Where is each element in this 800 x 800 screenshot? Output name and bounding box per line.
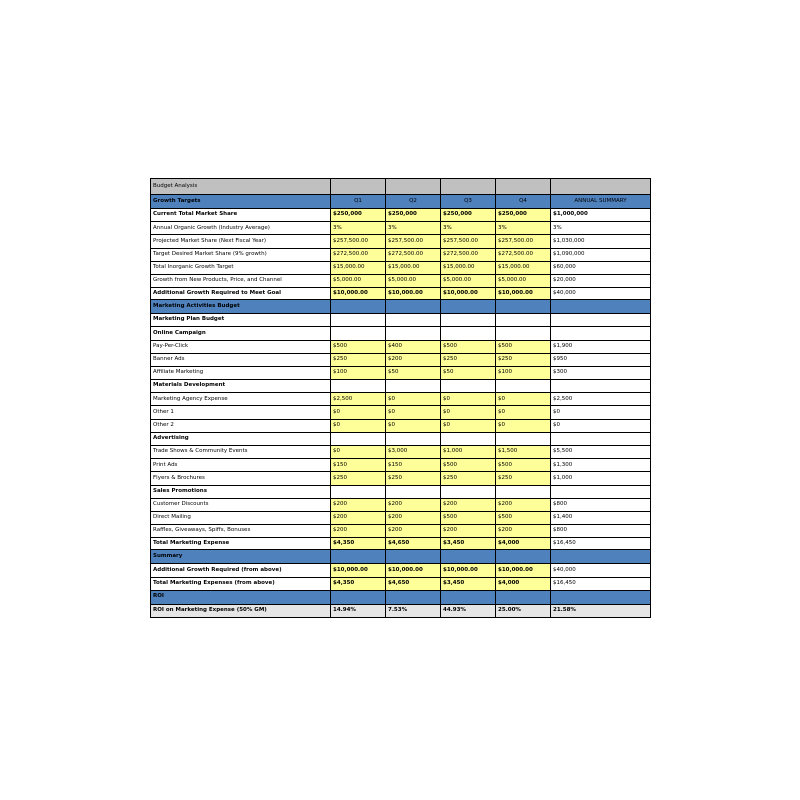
q1-cell[interactable]: $15,000.00 <box>331 261 386 274</box>
q3-cell[interactable]: $0 <box>441 406 496 419</box>
q3-cell[interactable]: $500 <box>441 340 496 353</box>
annual-summary-cell[interactable]: $950 <box>551 353 651 366</box>
q1-cell[interactable]: $10,000.00 <box>331 288 386 300</box>
q1-cell[interactable]: $500 <box>331 340 386 353</box>
annual-summary-cell[interactable]: $0 <box>551 406 651 419</box>
subheading-row <box>151 314 651 327</box>
q1-cell[interactable]: $100 <box>331 366 386 379</box>
q4-cell[interactable]: $10,000.00 <box>496 564 551 577</box>
annual-summary-cell[interactable]: $1,300 <box>551 459 651 472</box>
row-label[interactable]: Banner Ads <box>151 353 331 366</box>
q1-cell[interactable]: $0 <box>331 406 386 419</box>
annual-summary-cell[interactable]: $60,000 <box>551 261 651 274</box>
empty-cell[interactable] <box>331 432 386 445</box>
table-row <box>151 274 651 287</box>
growth-header-row <box>151 195 651 209</box>
q2-cell[interactable]: $272,500.00 <box>386 248 441 261</box>
q2-cell[interactable]: $10,000.00 <box>386 288 441 300</box>
empty-cell[interactable] <box>386 485 441 498</box>
q4-cell[interactable]: $100 <box>496 366 551 379</box>
table-row <box>151 498 651 511</box>
empty-cell[interactable] <box>496 327 551 340</box>
q3-cell[interactable]: $0 <box>441 419 496 432</box>
annual-summary-cell[interactable]: $16,450 <box>551 538 651 550</box>
title-row <box>151 179 651 195</box>
row-label[interactable]: Total Marketing Expense <box>151 538 331 550</box>
q4-cell[interactable]: $200 <box>496 525 551 538</box>
summary-header[interactable]: Summary <box>151 550 331 564</box>
row-label[interactable]: Target Desired Market Share (9% growth) <box>151 248 331 261</box>
q4-cell[interactable]: $10,000.00 <box>496 288 551 300</box>
q3-cell[interactable]: $3,450 <box>441 577 496 590</box>
table-row <box>151 525 651 538</box>
table-row <box>151 235 651 248</box>
table-row <box>151 340 651 353</box>
q3-cell[interactable]: $3,450 <box>441 538 496 550</box>
annual-summary-cell[interactable]: $0 <box>551 419 651 432</box>
q1-cell[interactable]: $150 <box>331 459 386 472</box>
q4-cell[interactable]: $200 <box>496 498 551 511</box>
table-row <box>151 248 651 261</box>
sheet-title[interactable]: Budget Analysis <box>151 179 331 195</box>
q2-cell[interactable]: 3% <box>386 222 441 235</box>
empty-cell[interactable] <box>551 327 651 340</box>
q2-cell[interactable]: $0 <box>386 406 441 419</box>
q3-cell[interactable]: $500 <box>441 511 496 524</box>
empty-cell[interactable] <box>441 432 496 445</box>
q3-cell[interactable]: $257,500.00 <box>441 235 496 248</box>
summary-header-row <box>151 550 651 564</box>
q2-cell[interactable]: $250 <box>386 472 441 485</box>
empty-cell[interactable] <box>441 485 496 498</box>
q1-cell[interactable]: $4,350 <box>331 577 386 590</box>
table-row <box>151 459 651 472</box>
q2-cell[interactable]: $10,000.00 <box>386 564 441 577</box>
q4-cell[interactable]: $5,000.00 <box>496 274 551 287</box>
q2-cell[interactable]: $400 <box>386 340 441 353</box>
q4-cell[interactable]: $1,500 <box>496 446 551 459</box>
annual-summary-cell[interactable]: $2,500 <box>551 393 651 406</box>
q4-cell[interactable]: $0 <box>496 406 551 419</box>
annual-summary-cell[interactable]: $1,900 <box>551 340 651 353</box>
row-label[interactable]: Total Marketing Expenses (from above) <box>151 577 331 590</box>
empty-cell[interactable] <box>441 314 496 327</box>
table-row <box>151 419 651 432</box>
q2-cell[interactable]: $200 <box>386 498 441 511</box>
q1-cell[interactable]: $0 <box>331 419 386 432</box>
table-row <box>151 406 651 419</box>
marketing-activities-header[interactable]: Marketing Activities Budget <box>151 300 331 314</box>
growth-targets-header[interactable]: Growth Targets <box>151 195 331 209</box>
col-header-annual[interactable]: ANNUAL SUMMARY <box>551 195 651 209</box>
row-label[interactable]: Flyers & Brochures <box>151 472 331 485</box>
q3-cell[interactable]: $250,000 <box>441 209 496 222</box>
row-label[interactable]: Raffles, Giveaways, Spiffs, Bonuses <box>151 525 331 538</box>
subheading-row <box>151 485 651 498</box>
q1-cell[interactable]: $5,000.00 <box>331 274 386 287</box>
q4-cell[interactable]: 25.00% <box>496 604 551 617</box>
table-row <box>151 288 651 300</box>
q1-cell[interactable]: $250 <box>331 353 386 366</box>
q4-cell[interactable]: $257,500.00 <box>496 235 551 248</box>
q3-cell[interactable]: $15,000.00 <box>441 261 496 274</box>
q3-cell[interactable]: $272,500.00 <box>441 248 496 261</box>
row-label[interactable]: Current Total Market Share <box>151 209 331 222</box>
annual-summary-cell[interactable]: 3% <box>551 222 651 235</box>
table-row <box>151 564 651 577</box>
q4-cell[interactable]: $15,000.00 <box>496 261 551 274</box>
row-label[interactable]: Marketing Agency Expense <box>151 393 331 406</box>
q4-cell[interactable]: $4,000 <box>496 577 551 590</box>
q3-cell[interactable]: $5,000.00 <box>441 274 496 287</box>
section-subheading[interactable]: Materials Development <box>151 380 331 393</box>
q1-cell[interactable]: $0 <box>331 446 386 459</box>
q3-cell[interactable]: $10,000.00 <box>441 564 496 577</box>
empty-cell[interactable] <box>331 314 386 327</box>
table-row <box>151 446 651 459</box>
q4-cell[interactable]: 3% <box>496 222 551 235</box>
empty-cell[interactable] <box>441 380 496 393</box>
row-label[interactable]: Additional Growth Required to Meet Goal <box>151 288 331 300</box>
section-subheading[interactable]: Advertising <box>151 432 331 445</box>
section-subheading[interactable]: Marketing Plan Budget <box>151 314 331 327</box>
annual-summary-cell[interactable]: 21.58% <box>551 604 651 617</box>
roi-header-row <box>151 590 651 604</box>
empty-cell[interactable] <box>331 327 386 340</box>
annual-summary-cell[interactable]: $800 <box>551 525 651 538</box>
q3-cell[interactable]: $200 <box>441 498 496 511</box>
row-label[interactable]: Customer Discounts <box>151 498 331 511</box>
table-row <box>151 604 651 617</box>
q2-cell[interactable]: $5,000.00 <box>386 274 441 287</box>
q2-cell[interactable]: $15,000.00 <box>386 261 441 274</box>
empty-cell[interactable] <box>551 314 651 327</box>
q1-cell[interactable]: 3% <box>331 222 386 235</box>
subheading-row <box>151 327 651 340</box>
q3-cell[interactable]: $500 <box>441 459 496 472</box>
empty-cell[interactable] <box>386 380 441 393</box>
q3-cell[interactable]: $50 <box>441 366 496 379</box>
q2-cell[interactable]: $0 <box>386 393 441 406</box>
annual-summary-cell[interactable]: $1,000,000 <box>551 209 651 222</box>
row-label[interactable]: Projected Market Share (Next Fiscal Year) <box>151 235 331 248</box>
annual-summary-cell[interactable]: $800 <box>551 498 651 511</box>
empty-cell[interactable] <box>386 314 441 327</box>
annual-summary-cell[interactable]: $1,030,000 <box>551 235 651 248</box>
empty-cell[interactable] <box>551 432 651 445</box>
q3-cell[interactable]: $200 <box>441 525 496 538</box>
q1-cell[interactable]: $200 <box>331 498 386 511</box>
q2-cell[interactable]: $200 <box>386 525 441 538</box>
annual-summary-cell[interactable]: $1,090,000 <box>551 248 651 261</box>
q4-cell[interactable]: $250,000 <box>496 209 551 222</box>
q1-cell[interactable]: 14.94% <box>331 604 386 617</box>
q3-cell[interactable]: $10,000.00 <box>441 288 496 300</box>
q4-cell[interactable]: $250 <box>496 472 551 485</box>
q1-cell[interactable]: $250,000 <box>331 209 386 222</box>
row-label[interactable]: Trade Shows & Community Events <box>151 446 331 459</box>
q2-cell[interactable]: $3,000 <box>386 446 441 459</box>
empty-cell[interactable] <box>386 432 441 445</box>
empty-cell[interactable] <box>496 380 551 393</box>
q2-cell[interactable]: $50 <box>386 366 441 379</box>
table-row <box>151 511 651 524</box>
table-row <box>151 472 651 485</box>
subheading-row <box>151 380 651 393</box>
q4-cell[interactable]: $272,500.00 <box>496 248 551 261</box>
q2-cell[interactable]: $150 <box>386 459 441 472</box>
empty-cell[interactable] <box>496 485 551 498</box>
empty-cell[interactable] <box>386 327 441 340</box>
table-row <box>151 209 651 222</box>
q3-cell[interactable]: $1,000 <box>441 446 496 459</box>
annual-summary-cell[interactable]: $1,000 <box>551 472 651 485</box>
q1-cell[interactable]: $2,500 <box>331 393 386 406</box>
empty-cell[interactable] <box>496 314 551 327</box>
q1-cell[interactable]: $250 <box>331 472 386 485</box>
empty-cell[interactable] <box>331 485 386 498</box>
col-header-q3[interactable]: Q3 <box>441 195 496 209</box>
col-header-q2[interactable]: Q2 <box>386 195 441 209</box>
q2-cell[interactable]: $200 <box>386 353 441 366</box>
q2-cell[interactable]: $4,650 <box>386 538 441 550</box>
annual-summary-cell[interactable]: $40,000 <box>551 288 651 300</box>
q4-cell[interactable]: $500 <box>496 511 551 524</box>
annual-summary-cell[interactable]: $16,450 <box>551 577 651 590</box>
q1-cell[interactable]: $200 <box>331 511 386 524</box>
empty-cell[interactable] <box>551 485 651 498</box>
empty-cell[interactable] <box>551 380 651 393</box>
q3-cell[interactable]: 3% <box>441 222 496 235</box>
marketing-header-row <box>151 300 651 314</box>
q4-cell[interactable]: $250 <box>496 353 551 366</box>
empty-cell[interactable] <box>496 432 551 445</box>
table-row <box>151 538 651 550</box>
row-label[interactable]: Print Ads <box>151 459 331 472</box>
annual-summary-cell[interactable]: $40,000 <box>551 564 651 577</box>
q2-cell[interactable]: 7.53% <box>386 604 441 617</box>
q1-cell[interactable]: $257,500.00 <box>331 235 386 248</box>
q4-cell[interactable]: $0 <box>496 393 551 406</box>
row-label[interactable]: Total Inorganic Growth Target <box>151 261 331 274</box>
annual-summary-cell[interactable]: $5,500 <box>551 446 651 459</box>
q1-cell[interactable]: $272,500.00 <box>331 248 386 261</box>
row-label[interactable]: Annual Organic Growth (Industry Average) <box>151 222 331 235</box>
q4-cell[interactable]: $500 <box>496 340 551 353</box>
q2-cell[interactable]: $200 <box>386 511 441 524</box>
q3-cell[interactable]: $250 <box>441 353 496 366</box>
table-row <box>151 261 651 274</box>
table-row <box>151 393 651 406</box>
section-subheading[interactable]: Online Campaign <box>151 327 331 340</box>
section-subheading[interactable]: Sales Promotions <box>151 485 331 498</box>
empty-cell[interactable] <box>331 380 386 393</box>
q2-cell[interactable]: $250,000 <box>386 209 441 222</box>
annual-summary-cell[interactable]: $20,000 <box>551 274 651 287</box>
row-label[interactable]: Growth from New Products, Price, and Channel <box>151 274 331 287</box>
table-row <box>151 353 651 366</box>
subheading-row <box>151 432 651 445</box>
row-label[interactable]: Pay-Per-Click <box>151 340 331 353</box>
table-row <box>151 222 651 235</box>
q3-cell[interactable]: 44.93% <box>441 604 496 617</box>
q2-cell[interactable]: $0 <box>386 419 441 432</box>
row-label[interactable]: Direct Mailing <box>151 511 331 524</box>
row-label[interactable]: Additional Growth Required (from above) <box>151 564 331 577</box>
q4-cell[interactable]: $4,000 <box>496 538 551 550</box>
row-label[interactable]: ROI on Marketing Expense (50% GM) <box>151 604 331 617</box>
q4-cell[interactable]: $500 <box>496 459 551 472</box>
table-row <box>151 366 651 379</box>
q3-cell[interactable]: $250 <box>441 472 496 485</box>
roi-header[interactable]: ROI <box>151 590 331 604</box>
row-label[interactable]: Other 2 <box>151 419 331 432</box>
q3-cell[interactable]: $0 <box>441 393 496 406</box>
q1-cell[interactable]: $4,350 <box>331 538 386 550</box>
annual-summary-cell[interactable]: $1,400 <box>551 511 651 524</box>
empty-cell[interactable] <box>441 327 496 340</box>
table-row <box>151 577 651 590</box>
col-header-q1[interactable]: Q1 <box>331 195 386 209</box>
col-header-q4[interactable]: Q4 <box>496 195 551 209</box>
q1-cell[interactable]: $200 <box>331 525 386 538</box>
row-label[interactable]: Affiliate Marketing <box>151 366 331 379</box>
annual-summary-cell[interactable]: $300 <box>551 366 651 379</box>
q2-cell[interactable]: $4,650 <box>386 577 441 590</box>
budget-analysis-sheet <box>150 178 651 618</box>
q4-cell[interactable]: $0 <box>496 419 551 432</box>
q2-cell[interactable]: $257,500.00 <box>386 235 441 248</box>
q1-cell[interactable]: $10,000.00 <box>331 564 386 577</box>
row-label[interactable]: Other 1 <box>151 406 331 419</box>
